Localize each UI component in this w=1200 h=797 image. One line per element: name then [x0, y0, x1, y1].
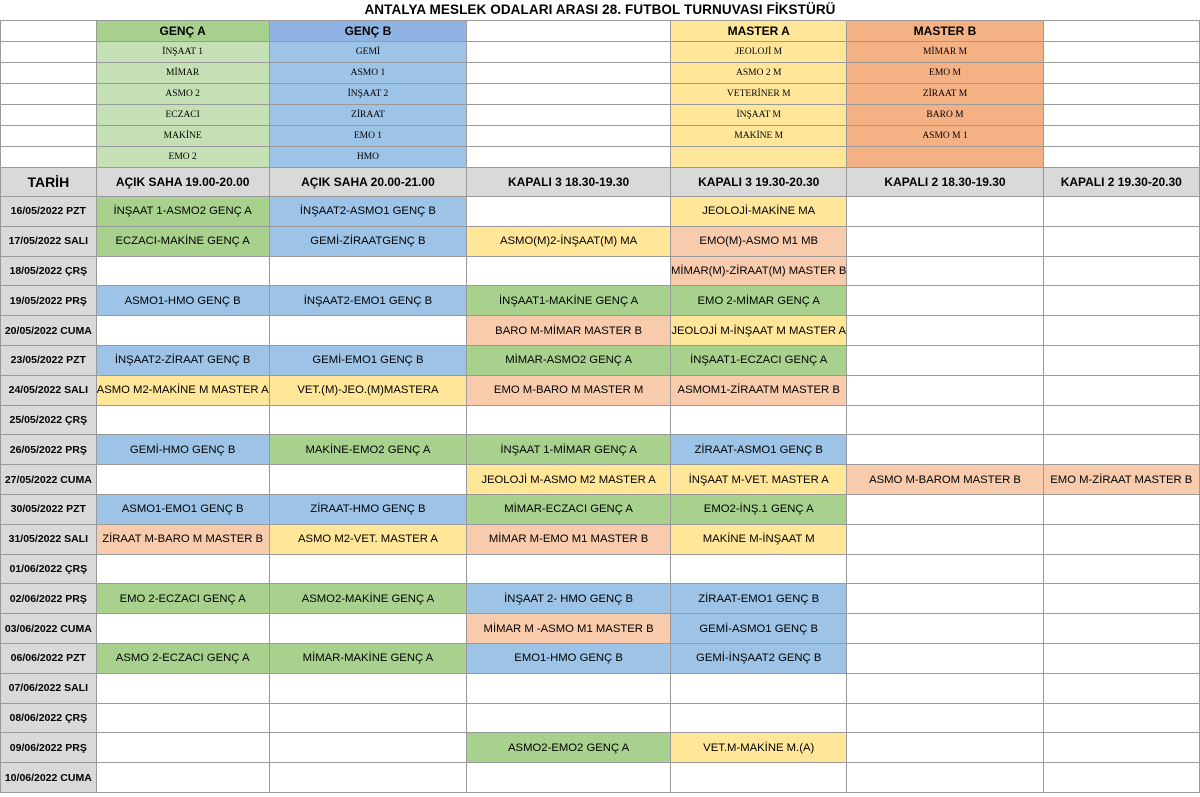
date-cell[interactable]: 07/06/2022 SALI	[1, 673, 97, 703]
cell-empty[interactable]	[1043, 703, 1199, 733]
table-row	[1, 435, 1200, 465]
match-cell[interactable]: ASMO M-BAROM MASTER B	[847, 465, 1043, 495]
team-cell-master-b[interactable]: BARO M	[847, 105, 1043, 126]
match-cell[interactable]: MİMAR M-EMO M1 MASTER B	[467, 524, 671, 554]
table-row	[1, 554, 1200, 584]
match-cell[interactable]: ASMOM1-ZİRAATM MASTER B	[670, 375, 847, 405]
table-row	[1, 256, 1200, 286]
schedule-section	[1, 168, 1200, 793]
table-row	[1, 703, 1200, 733]
cell-empty[interactable]	[847, 286, 1043, 316]
match-cell[interactable]: ASMO2-EMO2 GENÇ A	[467, 733, 671, 763]
team-cell-genc-b[interactable]: GEMİ	[269, 42, 467, 63]
match-cell[interactable]: İNŞAAT M-VET. MASTER A	[670, 465, 847, 495]
cell-empty[interactable]	[670, 703, 847, 733]
cell-empty[interactable]	[1043, 256, 1199, 286]
team-cell-master-a[interactable]: İNŞAAT M	[670, 105, 847, 126]
team-cell-genc-a[interactable]: ECZACI	[96, 105, 269, 126]
team-cell-master-b[interactable]: ASMO M 1	[847, 126, 1043, 147]
match-cell[interactable]: GEMİ-HMO GENÇ B	[96, 435, 269, 465]
cell-empty[interactable]	[847, 405, 1043, 435]
cell-empty[interactable]	[1, 21, 97, 42]
team-cell-master-b[interactable]: ZİRAAT M	[847, 84, 1043, 105]
table-row	[1, 584, 1200, 614]
team-cell-genc-b[interactable]: ZİRAAT	[269, 105, 467, 126]
table-row	[1, 673, 1200, 703]
match-cell[interactable]: İNŞAAT2-ZİRAAT GENÇ B	[96, 345, 269, 375]
group-team-row	[1, 42, 1200, 63]
cell-empty[interactable]	[1043, 84, 1199, 105]
date-cell[interactable]: 10/06/2022 CUMA	[1, 763, 97, 793]
cell-empty[interactable]	[670, 673, 847, 703]
table-row	[1, 226, 1200, 256]
date-cell[interactable]: 06/06/2022 PZT	[1, 643, 97, 673]
cell-empty[interactable]	[96, 256, 269, 286]
cell-empty[interactable]	[1043, 614, 1199, 644]
cell-empty[interactable]	[847, 614, 1043, 644]
fixture-table	[0, 20, 1200, 793]
match-cell[interactable]: EMO(M)-ASMO M1 MB	[670, 226, 847, 256]
cell-empty[interactable]	[467, 197, 671, 227]
cell-empty[interactable]	[847, 345, 1043, 375]
column-header-acik-saha-1[interactable]: AÇIK SAHA 19.00-20.00	[96, 168, 269, 197]
match-cell[interactable]: EMO 2-MİMAR GENÇ A	[670, 286, 847, 316]
date-cell[interactable]: 09/06/2022 PRŞ	[1, 733, 97, 763]
team-cell-genc-b[interactable]: İNŞAAT 2	[269, 84, 467, 105]
cell-empty[interactable]	[467, 405, 671, 435]
match-cell[interactable]: MİMAR M -ASMO M1 MASTER B	[467, 614, 671, 644]
group-team-row	[1, 126, 1200, 147]
match-cell[interactable]: EMO M-BARO M MASTER M	[467, 375, 671, 405]
group-team-row	[1, 84, 1200, 105]
cell-empty[interactable]	[847, 435, 1043, 465]
cell-empty[interactable]	[1, 42, 97, 63]
cell-empty[interactable]	[1043, 405, 1199, 435]
table-row	[1, 316, 1200, 346]
cell-empty[interactable]	[467, 84, 671, 105]
cell-empty[interactable]	[1043, 494, 1199, 524]
cell-empty[interactable]	[467, 63, 671, 84]
cell-empty[interactable]	[467, 763, 671, 793]
team-cell-master-a[interactable]: MAKİNE M	[670, 126, 847, 147]
cell-empty[interactable]	[467, 554, 671, 584]
date-cell[interactable]: 08/06/2022 ÇRŞ	[1, 703, 97, 733]
cell-empty[interactable]	[96, 673, 269, 703]
match-cell[interactable]: ZİRAAT M-BARO M MASTER B	[96, 524, 269, 554]
cell-empty[interactable]	[1043, 763, 1199, 793]
match-cell[interactable]: MAKİNE M-İNŞAAT M	[670, 524, 847, 554]
group-header-genc-b[interactable]: GENÇ B	[269, 21, 467, 42]
cell-empty[interactable]	[467, 256, 671, 286]
cell-empty[interactable]	[847, 584, 1043, 614]
cell-empty[interactable]	[269, 614, 467, 644]
match-cell[interactable]: EMO 2-ECZACI GENÇ A	[96, 584, 269, 614]
match-cell[interactable]: İNŞAAT1-MAKİNE GENÇ A	[467, 286, 671, 316]
cell-empty[interactable]	[847, 256, 1043, 286]
date-cell[interactable]: 25/05/2022 ÇRŞ	[1, 405, 97, 435]
cell-empty[interactable]	[1043, 435, 1199, 465]
team-cell-genc-a[interactable]: EMO 2	[96, 147, 269, 168]
cell-empty[interactable]	[467, 105, 671, 126]
cell-empty[interactable]	[269, 763, 467, 793]
date-cell[interactable]: 31/05/2022 SALI	[1, 524, 97, 554]
cell-empty[interactable]	[269, 703, 467, 733]
team-cell-genc-b[interactable]: ASMO 1	[269, 63, 467, 84]
table-row	[1, 763, 1200, 793]
cell-empty[interactable]	[96, 405, 269, 435]
cell-empty[interactable]	[467, 703, 671, 733]
cell-empty[interactable]	[1043, 673, 1199, 703]
group-header-row	[1, 21, 1200, 42]
match-cell[interactable]: ASMO 2-ECZACI GENÇ A	[96, 643, 269, 673]
date-cell[interactable]: 01/06/2022 ÇRŞ	[1, 554, 97, 584]
match-cell[interactable]: JEOLOJİ-MAKİNE MA	[670, 197, 847, 227]
table-row	[1, 405, 1200, 435]
team-cell-master-b[interactable]: EMO M	[847, 63, 1043, 84]
cell-empty[interactable]	[1043, 286, 1199, 316]
table-row	[1, 375, 1200, 405]
match-cell[interactable]: VET.M-MAKİNE M.(A)	[670, 733, 847, 763]
match-cell[interactable]: ASMO1-EMO1 GENÇ B	[96, 494, 269, 524]
table-row	[1, 494, 1200, 524]
cell-empty[interactable]	[847, 316, 1043, 346]
match-cell[interactable]: GEMİ-ZİRAATGENÇ B	[269, 226, 467, 256]
match-cell[interactable]: ASMO(M)2-İNŞAAT(M) MA	[467, 226, 671, 256]
cell-empty[interactable]	[1043, 316, 1199, 346]
match-cell[interactable]: İNŞAAT2-EMO1 GENÇ B	[269, 286, 467, 316]
cell-empty[interactable]	[847, 733, 1043, 763]
match-cell[interactable]: ZİRAAT-HMO GENÇ B	[269, 494, 467, 524]
cell-empty[interactable]	[1043, 105, 1199, 126]
group-section	[1, 21, 1200, 168]
cell-empty[interactable]	[847, 763, 1043, 793]
cell-empty[interactable]	[847, 226, 1043, 256]
group-header-master-a[interactable]: MASTER A	[670, 21, 847, 42]
cell-empty[interactable]	[269, 465, 467, 495]
cell-empty[interactable]	[1043, 42, 1199, 63]
cell-empty[interactable]	[269, 554, 467, 584]
table-row	[1, 465, 1200, 495]
date-cell[interactable]: 23/05/2022 PZT	[1, 345, 97, 375]
group-header-genc-a[interactable]: GENÇ A	[96, 21, 269, 42]
cell-empty[interactable]	[1043, 375, 1199, 405]
match-cell[interactable]: ZİRAAT-ASMO1 GENÇ B	[670, 435, 847, 465]
column-header-acik-saha-2[interactable]: AÇIK SAHA 20.00-21.00	[269, 168, 467, 197]
match-cell[interactable]: MİMAR-MAKİNE GENÇ A	[269, 643, 467, 673]
cell-empty[interactable]	[467, 42, 671, 63]
date-cell[interactable]: 02/06/2022 PRŞ	[1, 584, 97, 614]
cell-empty[interactable]	[670, 554, 847, 584]
cell-empty[interactable]	[269, 316, 467, 346]
date-cell[interactable]: 19/05/2022 PRŞ	[1, 286, 97, 316]
match-cell[interactable]: İNŞAAT 2- HMO GENÇ B	[467, 584, 671, 614]
cell-empty[interactable]	[1, 126, 97, 147]
date-cell[interactable]: 16/05/2022 PZT	[1, 197, 97, 227]
team-cell-master-a[interactable]: ASMO 2 M	[670, 63, 847, 84]
date-cell[interactable]: 26/05/2022 PRŞ	[1, 435, 97, 465]
table-row	[1, 614, 1200, 644]
cell-empty[interactable]	[1043, 147, 1199, 168]
cell-empty[interactable]	[847, 197, 1043, 227]
group-team-row	[1, 147, 1200, 168]
match-cell[interactable]: ASMO1-HMO GENÇ B	[96, 286, 269, 316]
team-cell-master-b[interactable]	[847, 147, 1043, 168]
cell-empty[interactable]	[1043, 126, 1199, 147]
cell-empty[interactable]	[96, 733, 269, 763]
table-row	[1, 643, 1200, 673]
cell-empty[interactable]	[96, 554, 269, 584]
table-row	[1, 524, 1200, 554]
cell-empty[interactable]	[670, 763, 847, 793]
cell-empty[interactable]	[847, 554, 1043, 584]
column-header-row	[1, 168, 1200, 197]
team-cell-genc-a[interactable]: İNŞAAT 1	[96, 42, 269, 63]
date-cell[interactable]: 24/05/2022 SALI	[1, 375, 97, 405]
match-cell[interactable]: MİMAR-ECZACI GENÇ A	[467, 494, 671, 524]
table-row	[1, 197, 1200, 227]
cell-empty[interactable]	[269, 256, 467, 286]
date-cell[interactable]: 17/05/2022 SALI	[1, 226, 97, 256]
cell-empty[interactable]	[1043, 226, 1199, 256]
match-cell[interactable]: İNŞAAT 1-MİMAR GENÇ A	[467, 435, 671, 465]
cell-empty[interactable]	[1, 147, 97, 168]
group-team-row	[1, 105, 1200, 126]
date-cell[interactable]: 03/06/2022 CUMA	[1, 614, 97, 644]
match-cell[interactable]: JEOLOJİ M-İNŞAAT M MASTER A	[670, 316, 847, 346]
cell-empty[interactable]	[96, 316, 269, 346]
cell-empty[interactable]	[1043, 643, 1199, 673]
cell-empty[interactable]	[96, 465, 269, 495]
column-header-kapali-3-1[interactable]: KAPALI 3 18.30-19.30	[467, 168, 671, 197]
cell-empty[interactable]	[96, 703, 269, 733]
team-cell-genc-a[interactable]: MAKİNE	[96, 126, 269, 147]
match-cell[interactable]: BARO M-MİMAR MASTER B	[467, 316, 671, 346]
match-cell[interactable]: MAKİNE-EMO2 GENÇ A	[269, 435, 467, 465]
date-cell[interactable]: 27/05/2022 CUMA	[1, 465, 97, 495]
cell-empty[interactable]	[1043, 345, 1199, 375]
match-cell[interactable]: İNŞAAT 1-ASMO2 GENÇ A	[96, 197, 269, 227]
table-row	[1, 286, 1200, 316]
cell-empty[interactable]	[467, 126, 671, 147]
column-header-kapali-2-1[interactable]: KAPALI 2 18.30-19.30	[847, 168, 1043, 197]
column-header-date[interactable]: TARİH	[1, 168, 97, 197]
cell-empty[interactable]	[1043, 21, 1199, 42]
column-header-kapali-2-2[interactable]: KAPALI 2 19.30-20.30	[1043, 168, 1199, 197]
cell-empty[interactable]	[847, 494, 1043, 524]
date-cell[interactable]: 18/05/2022 ÇRŞ	[1, 256, 97, 286]
cell-empty[interactable]	[1043, 554, 1199, 584]
match-cell[interactable]: JEOLOJİ M-ASMO M2 MASTER A	[467, 465, 671, 495]
match-cell[interactable]: EMO1-HMO GENÇ B	[467, 643, 671, 673]
cell-empty[interactable]	[847, 643, 1043, 673]
cell-empty[interactable]	[467, 21, 671, 42]
cell-empty[interactable]	[847, 375, 1043, 405]
table-row	[1, 345, 1200, 375]
date-cell[interactable]: 30/05/2022 PZT	[1, 494, 97, 524]
cell-empty[interactable]	[1043, 63, 1199, 84]
match-cell[interactable]: GEMİ-İNŞAAT2 GENÇ B	[670, 643, 847, 673]
cell-empty[interactable]	[1, 63, 97, 84]
cell-empty[interactable]	[96, 763, 269, 793]
team-cell-master-a[interactable]: JEOLOJİ M	[670, 42, 847, 63]
cell-empty[interactable]	[847, 703, 1043, 733]
match-cell[interactable]: İNŞAAT2-ASMO1 GENÇ B	[269, 197, 467, 227]
cell-empty[interactable]	[269, 673, 467, 703]
match-cell[interactable]: EMO M-ZİRAAT MASTER B	[1043, 465, 1199, 495]
cell-empty[interactable]	[269, 733, 467, 763]
cell-empty[interactable]	[1, 105, 97, 126]
cell-empty[interactable]	[670, 405, 847, 435]
match-cell[interactable]: ECZACI-MAKİNE GENÇ A	[96, 226, 269, 256]
match-cell[interactable]: ASMO M2-VET. MASTER A	[269, 524, 467, 554]
cell-empty[interactable]	[96, 614, 269, 644]
cell-empty[interactable]	[467, 147, 671, 168]
match-cell[interactable]: ASMO2-MAKİNE GENÇ A	[269, 584, 467, 614]
match-cell[interactable]: ASMO M2-MAKİNE M MASTER A	[96, 375, 269, 405]
cell-empty[interactable]	[467, 673, 671, 703]
cell-empty[interactable]	[1, 84, 97, 105]
team-cell-genc-b[interactable]: EMO 1	[269, 126, 467, 147]
cell-empty[interactable]	[1043, 733, 1199, 763]
match-cell[interactable]: EMO2-İNŞ.1 GENÇ A	[670, 494, 847, 524]
match-cell[interactable]: ZİRAAT-EMO1 GENÇ B	[670, 584, 847, 614]
match-cell[interactable]: MİMAR-ASMO2 GENÇ A	[467, 345, 671, 375]
cell-empty[interactable]	[1043, 197, 1199, 227]
team-cell-master-b[interactable]: MİMAR M	[847, 42, 1043, 63]
match-cell[interactable]: GEMİ-EMO1 GENÇ B	[269, 345, 467, 375]
cell-empty[interactable]	[269, 405, 467, 435]
cell-empty[interactable]	[1043, 524, 1199, 554]
table-row	[1, 733, 1200, 763]
column-header-kapali-3-2[interactable]: KAPALI 3 19.30-20.30	[670, 168, 847, 197]
team-cell-master-a[interactable]: VETERİNER M	[670, 84, 847, 105]
group-team-row	[1, 63, 1200, 84]
group-header-master-b[interactable]: MASTER B	[847, 21, 1043, 42]
cell-empty[interactable]	[847, 524, 1043, 554]
match-cell[interactable]: İNŞAAT1-ECZACI GENÇ A	[670, 345, 847, 375]
cell-empty[interactable]	[847, 673, 1043, 703]
match-cell[interactable]: VET.(M)-JEO.(M)MASTERA	[269, 375, 467, 405]
match-cell[interactable]: MİMAR(M)-ZİRAAT(M) MASTER B	[670, 256, 847, 286]
cell-empty[interactable]	[1043, 584, 1199, 614]
team-cell-genc-b[interactable]: HMO	[269, 147, 467, 168]
match-cell[interactable]: GEMİ-ASMO1 GENÇ B	[670, 614, 847, 644]
team-cell-master-a[interactable]	[670, 147, 847, 168]
team-cell-genc-a[interactable]: ASMO 2	[96, 84, 269, 105]
date-cell[interactable]: 20/05/2022 CUMA	[1, 316, 97, 346]
sheet-title: ANTALYA MESLEK ODALARI ARASI 28. FUTBOL TURNUVASI FİKSTÜRÜ	[364, 2, 836, 17]
team-cell-genc-a[interactable]: MİMAR	[96, 63, 269, 84]
